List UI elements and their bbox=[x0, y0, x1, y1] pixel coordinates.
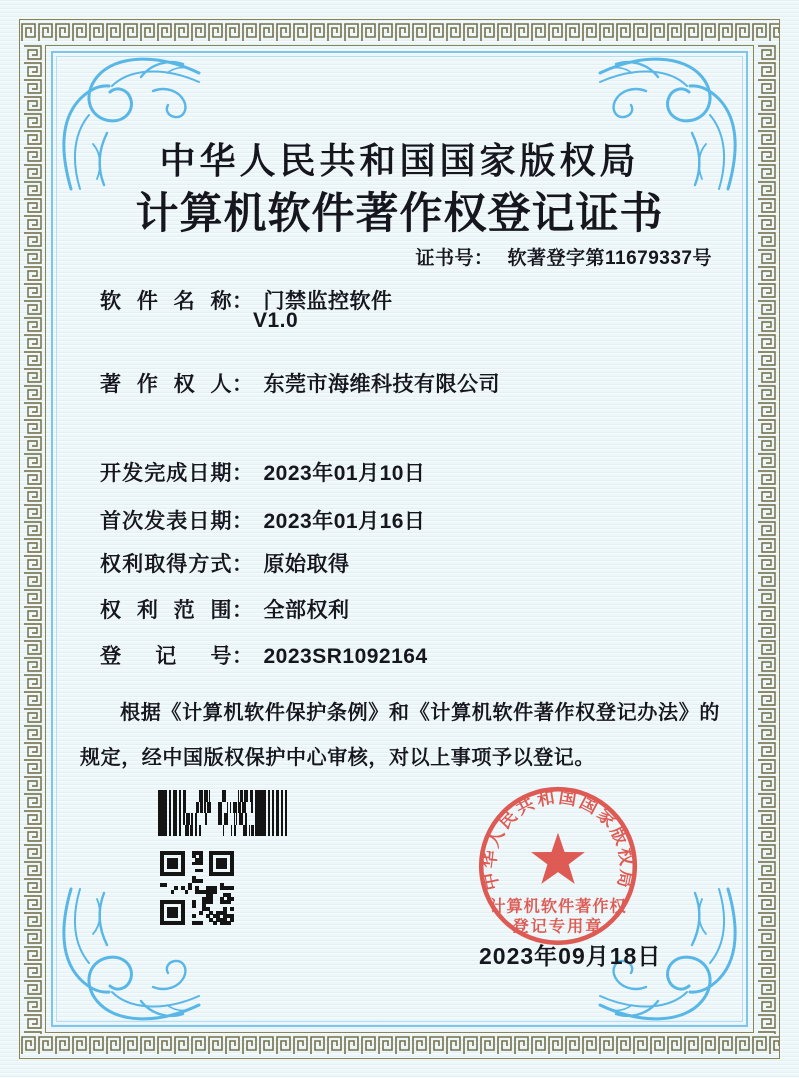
qr-code-icon bbox=[160, 851, 234, 925]
field-value: 全部权利 bbox=[263, 599, 350, 622]
field-label: 著作权人 bbox=[100, 373, 232, 396]
field-label: 首次发表日期 bbox=[100, 510, 232, 533]
certificate-title: 计算机软件著作权登记证书 bbox=[135, 191, 664, 238]
field-label: 开发完成日期 bbox=[100, 462, 232, 485]
authority-title: 中华人民共和国国家版权局 bbox=[159, 141, 640, 181]
field-colon: ： bbox=[232, 373, 254, 396]
seal-ring-text: 中华人民共和国国家版权局 bbox=[478, 786, 638, 893]
field-copyright-owner bbox=[100, 368, 500, 398]
barcode-icon bbox=[158, 790, 290, 836]
field-label: 登记号 bbox=[100, 645, 232, 668]
official-seal bbox=[462, 770, 654, 962]
seal-line2: 登记专用章 bbox=[512, 917, 604, 936]
field-colon: ： bbox=[232, 645, 254, 668]
field-value: 2023年01月10日 bbox=[263, 462, 426, 485]
field-value: 门禁监控软件 bbox=[263, 290, 393, 313]
field-colon: ： bbox=[232, 553, 254, 576]
certificate-number-label: 证书号： bbox=[415, 248, 494, 269]
certificate-number-value: 软著登字第11679337号 bbox=[507, 248, 712, 269]
field-colon: ： bbox=[232, 290, 254, 313]
field-value: 2023SR1092164 bbox=[263, 645, 428, 668]
registration-statement: 根据《计算机软件保护条例》和《计算机软件著作权登记办法》的规定，经中国版权保护中心审核，对以上事项予以登记。 bbox=[80, 702, 720, 769]
field-dev-complete-date bbox=[100, 457, 425, 487]
field-value: 2023年01月16日 bbox=[263, 510, 426, 533]
certificate-number bbox=[415, 243, 712, 270]
field-first-publish-date bbox=[100, 505, 425, 535]
field-rights-acquisition bbox=[100, 548, 350, 578]
red-star-icon bbox=[531, 833, 585, 884]
seal-line1: 计算机软件著作权 bbox=[489, 897, 627, 916]
field-registration-number bbox=[100, 640, 428, 670]
field-label: 权利范围 bbox=[100, 599, 232, 622]
issue-date: 2023年09月18日 bbox=[479, 943, 662, 969]
field-label: 软件名称 bbox=[100, 290, 232, 313]
field-colon: ： bbox=[232, 462, 254, 485]
field-value: 原始取得 bbox=[263, 553, 350, 576]
meander-border-top bbox=[20, 21, 779, 44]
field-software-version: V1.0 bbox=[253, 309, 299, 332]
field-colon: ： bbox=[232, 599, 254, 622]
field-software-name bbox=[100, 285, 393, 315]
field-label: 权利取得方式 bbox=[100, 553, 232, 576]
field-value: 东莞市海维科技有限公司 bbox=[263, 373, 500, 396]
meander-border-bottom bbox=[20, 1034, 779, 1057]
field-colon: ： bbox=[232, 510, 254, 533]
field-rights-scope bbox=[100, 594, 350, 624]
